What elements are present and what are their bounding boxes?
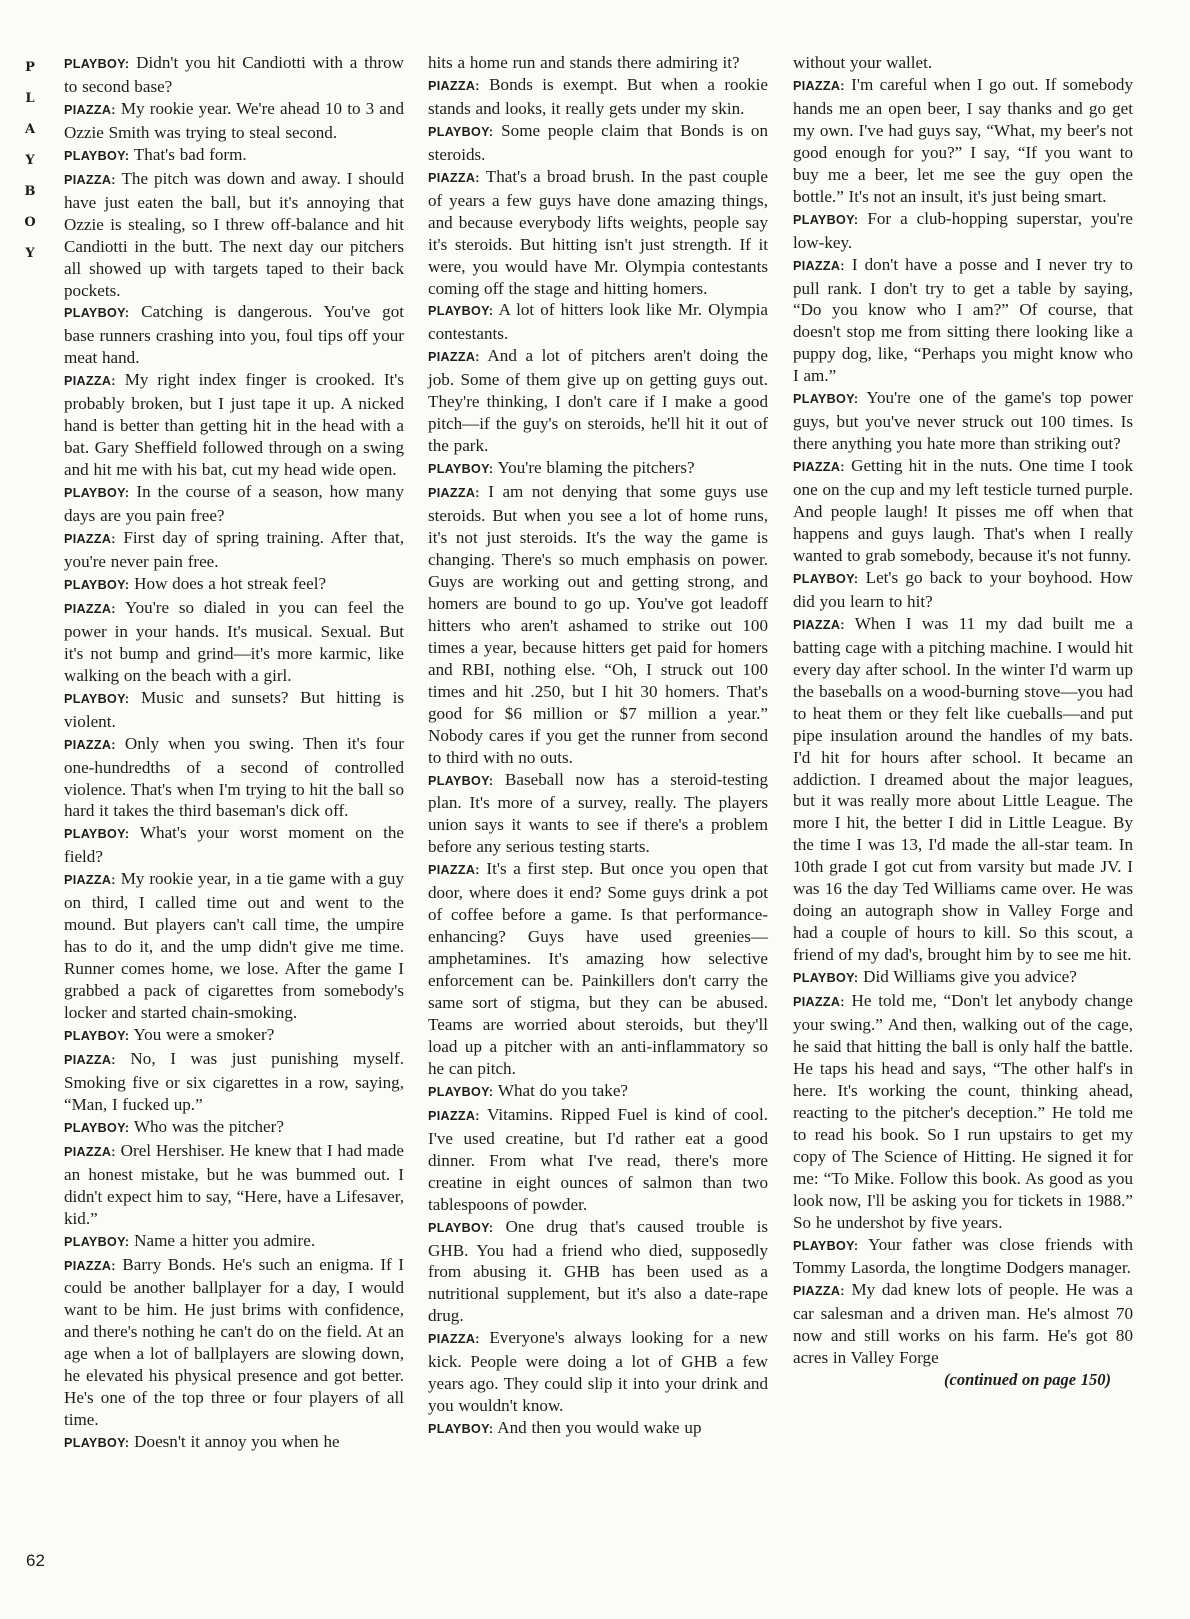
speaker-label: PIAZZA:	[428, 1332, 480, 1347]
speaker-label: PIAZZA:	[428, 863, 480, 878]
text-column-1	[64, 52, 404, 1455]
interview-paragraph	[428, 1327, 768, 1417]
interview-paragraph	[793, 1234, 1133, 1280]
side-title-letter: A	[24, 122, 36, 137]
paragraph-text: My dad knew lots of people. He was a car salesman and a driven man. He's almost 70 now and still works on his farm. He's got 80 acres in Valley Forge	[793, 1280, 1133, 1368]
interview-paragraph	[793, 567, 1133, 613]
speaker-label: PLAYBOY:	[64, 691, 130, 706]
interview-paragraph	[793, 990, 1133, 1233]
interview-paragraph	[428, 52, 768, 74]
speaker-label: PLAYBOY:	[64, 827, 130, 842]
speaker-label: PLAYBOY:	[428, 1084, 494, 1099]
paragraph-text: Music and sunsets? But hitting is violent.	[64, 687, 404, 731]
speaker-label: PLAYBOY:	[64, 306, 130, 321]
paragraph-text: Did Williams give you advice?	[863, 967, 1077, 987]
interview-paragraph	[428, 345, 768, 457]
continued-note: (continued on page 150)	[944, 1370, 1111, 1390]
interview-paragraph	[793, 74, 1133, 208]
paragraph-text: And a lot of pitchers aren't doing the job. Some of them give up on getting guys out. They're thinking, I don't care if I make a good pitch—if the guy's on steroids, he'll hit it out of the park.	[428, 346, 768, 456]
speaker-label: PLAYBOY:	[428, 304, 494, 319]
interview-paragraph	[793, 208, 1133, 254]
paragraph-text: Vitamins. Ripped Fuel is kind of cool. I've used creatine, but I'd rather eat a good dinner. From what I've read, there's more creatine in eight ounces of salmon than two tablespoons of powder.	[428, 1104, 768, 1214]
paragraph-text: You're so dialed in you can feel the power in your hands. It's musical. Sexual. But it's not bump and grind—it's more karmic, like walking on the beach with a girl.	[64, 597, 405, 685]
speaker-label: PLAYBOY:	[793, 571, 859, 586]
paragraph-text: Doesn't it annoy you when he	[134, 1432, 340, 1452]
speaker-label: PIAZZA:	[428, 1108, 480, 1123]
paragraph-text: When I was 11 my dad built me a batting cage with a pitching machine. I would hit every day after school. In the winter I'd warm up the baseballs on a wood-burning stove—you had to heat them or they felt like cueballs—and put pipe insulation around the handles of my bats. I'd hit for hours after school. It became an addiction. I dreamed about the major leagues, but it was really more about Little League. The more I hit, the better I did in Little League. By the time I was 13, I'd made the all-star team. In 10th grade I got cut from varsity but made JV. I was 16 the day Ted Williams came over. He was doing an autograph show in Valley Forge and had a couple of hours to kill. So this scout, a friend of my dad's, brought him by to see me hit.	[793, 613, 1133, 965]
interview-paragraph	[428, 457, 768, 481]
interview-paragraph	[64, 1140, 404, 1230]
paragraph-text: That's bad form.	[133, 144, 247, 164]
interview-paragraph	[64, 369, 404, 481]
paragraph-text: I am not denying that some guys use steroids. But when you see a lot of home runs, it's not just steroids. It's the way the game is changing. There's so much emphasis on power. Guys are working out and getting strong, and homers are bound to go up. You've got leadoff hitters who aren't ashamed to strike out 100 times a year, because hitters get paid for homers and RBI, nothing else. “Oh, I struck out 100 times and hit .250, but I hit 30 homers. That's good for $6 million or $7 million a year.” Nobody cares if you get the runner from second to third with no outs.	[428, 482, 768, 767]
speaker-label: PLAYBOY:	[64, 57, 130, 71]
speaker-label: PLAYBOY:	[428, 1422, 494, 1437]
paragraph-text: Orel Hershiser. He knew that I had made an honest mistake, but he was bummed out. I didn't expect him to say, “Here, have a Lifesaver, kid.”	[64, 1140, 404, 1228]
speaker-label: PIAZZA:	[64, 374, 116, 389]
speaker-label: PLAYBOY:	[793, 1238, 859, 1253]
interview-paragraph	[793, 455, 1133, 567]
speaker-label: PLAYBOY:	[64, 1028, 130, 1043]
speaker-label: PIAZZA:	[428, 170, 480, 185]
speaker-label: PLAYBOY:	[793, 392, 859, 407]
interview-paragraph	[64, 481, 404, 527]
interview-paragraph	[793, 387, 1133, 455]
paragraph-text: You were a smoker?	[133, 1024, 275, 1044]
interview-paragraph	[428, 74, 768, 120]
speaker-label: PLAYBOY:	[428, 462, 494, 477]
interview-paragraph	[793, 254, 1133, 388]
interview-paragraph	[428, 769, 768, 859]
text-column-3	[793, 52, 1133, 1391]
speaker-label: PLAYBOY:	[428, 124, 494, 139]
paragraph-text: Baseball now has a steroid-testing plan. It's more of a survey, really. The players union says it wants to see if there's a problem before any serious testing starts.	[428, 769, 769, 857]
paragraph-text: Who was the pitcher?	[133, 1116, 284, 1136]
paragraph-text: Name a hitter you admire.	[134, 1230, 316, 1250]
speaker-label: PIAZZA:	[428, 350, 480, 365]
paragraph-text: Your father was close friends with Tommy Lasorda, the longtime Dodgers manager.	[793, 1234, 1133, 1278]
paragraph-text: And then you would wake up	[497, 1418, 702, 1438]
paragraph-text: Only when you swing. Then it's four one-hundredths of a second of controlled violence. That's when I'm trying to hit the ball so hard it takes the third baseman's dick off.	[64, 733, 404, 821]
paragraph-text: Catching is dangerous. You've got base runners crashing into you, foul tips off your meat hand.	[64, 302, 404, 368]
paragraph-text: In the course of a season, how many days are you pain free?	[64, 482, 404, 526]
interview-paragraph	[64, 527, 404, 573]
speaker-label: PIAZZA:	[64, 102, 116, 117]
magazine-side-title	[22, 52, 38, 269]
interview-paragraph	[64, 301, 404, 369]
interview-paragraph	[793, 966, 1133, 990]
paragraph-text: That's a broad brush. In the past couple of years a few guys have done amazing things, and because everybody lifts weights, people say it's steroids. But hitting isn't just strength. If it were, you would have Mr. Olympia contestants coming off the stage and hitting homers.	[428, 166, 768, 298]
interview-paragraph	[428, 481, 768, 768]
paragraph-text: No, I was just punishing myself. Smoking five or six cigarettes in a row, saying, “Man, I fucked up.”	[64, 1048, 404, 1114]
paragraph-text: What do you take?	[497, 1080, 628, 1100]
interview-paragraph	[64, 868, 404, 1024]
text-column-2	[428, 52, 768, 1441]
interview-paragraph	[64, 1116, 404, 1140]
speaker-label: PLAYBOY:	[793, 971, 859, 986]
interview-paragraph	[428, 166, 768, 300]
paragraph-text: The pitch was down and away. I should have just eaten the ball, but it's annoying that Ozzie is stealing, so I threw off-balance and hit Candiotti in the butt. The next day our pitchers all showed up with targets taped to their back pockets.	[64, 168, 404, 300]
speaker-label: PIAZZA:	[64, 532, 116, 547]
interview-paragraph	[64, 1048, 404, 1116]
speaker-label: PLAYBOY:	[64, 148, 130, 163]
speaker-label: PIAZZA:	[64, 873, 116, 888]
page-number: 62	[26, 1551, 45, 1570]
paragraph-text: How does a hot streak feel?	[134, 573, 327, 593]
speaker-label: PLAYBOY:	[793, 212, 859, 227]
speaker-label: PIAZZA:	[64, 1052, 116, 1067]
speaker-label: PIAZZA:	[64, 737, 116, 752]
interview-paragraph	[64, 597, 404, 687]
side-title-letter: Y	[25, 246, 35, 261]
interview-paragraph	[64, 98, 404, 144]
speaker-label: PIAZZA:	[428, 486, 480, 501]
side-title-letter: P	[25, 60, 35, 75]
paragraph-text: You're blaming the pitchers?	[497, 458, 695, 478]
paragraph-text: He told me, “Don't let anybody change your swing.” And then, walking out of the cage, he said that hitting the ball is only half the battle. He taps his head and says, “The other half's in here. It's working the count, thinking ahead, reacting to the pitcher's deception.” He told me to read his book. So I run upstairs to get my copy of The Science of Hitting. He signed it for me: “To Mike. Follow this book. As good as you look now, I'll be asking you for tickets in 1988.” So he undershot by five years.	[793, 991, 1133, 1232]
speaker-label: PLAYBOY:	[64, 1120, 130, 1135]
interview-paragraph	[428, 1216, 768, 1328]
speaker-label: PLAYBOY:	[64, 577, 130, 592]
paragraph-text: One drug that's caused trouble is GHB. You had a friend who died, supposedly from abusing it. GHB has been used as a nutritional supplement, but it's also a date-rape drug.	[428, 1216, 768, 1326]
interview-paragraph	[428, 1104, 768, 1216]
speaker-label: PIAZZA:	[793, 617, 845, 632]
interview-paragraph	[428, 1417, 768, 1441]
speaker-label: PIAZZA:	[793, 258, 845, 273]
speaker-label: PLAYBOY:	[64, 486, 130, 501]
paragraph-text: What's your worst moment on the field?	[64, 823, 404, 867]
paragraph-text: hits a home run and stands there admiring it?	[428, 53, 740, 72]
paragraph-text: Barry Bonds. He's such an enigma. If I could be another ballplayer for a day, I would want to be him. He just brims with confidence, and there's nothing he can't do on the field. At an age when a lot of ballplayers are slowing down, he elevated his physical presence and got better. He's one of the top three or four players of all time.	[64, 1254, 404, 1430]
side-title-letter: Y	[25, 153, 35, 168]
speaker-label: PIAZZA:	[64, 601, 116, 616]
speaker-label: PLAYBOY:	[428, 1220, 494, 1235]
speaker-label: PIAZZA:	[64, 1144, 116, 1159]
interview-paragraph	[428, 299, 768, 345]
interview-paragraph	[64, 573, 404, 597]
paragraph-text: without your wallet.	[793, 53, 933, 72]
paragraph-text: I'm careful when I go out. If somebody hands me an open beer, I say thanks and go get my own. I've had guys say, “What, my beer's not good enough for you?” I say, “If you want to buy me a beer, let me see the guy open the bottle.” It's not an insult, it's just being smart.	[793, 74, 1133, 206]
paragraph-text: Let's go back to your boyhood. How did you learn to hit?	[793, 567, 1134, 611]
speaker-label: PIAZZA:	[793, 1284, 845, 1299]
interview-paragraph	[428, 858, 768, 1080]
paragraph-text: Some people claim that Bonds is on steroids.	[428, 120, 768, 164]
paragraph-text: First day of spring training. After that, you're never pain free.	[64, 528, 404, 571]
speaker-label: PLAYBOY:	[64, 1436, 130, 1451]
interview-paragraph	[428, 1080, 768, 1104]
paragraph-text: Getting hit in the nuts. One time I took one on the cup and my left testicle turned purple. And people laugh! It pisses me off when that happens and guys laugh. That's when I really wanted to grab somebody, because it's not funny.	[793, 456, 1133, 565]
paragraph-text: My right index finger is crooked. It's probably broken, but I just tape it up. A nicked hand is better than getting hit in the head with a bat. Gary Sheffield followed through on a swing and hit me with his bat, cut my head wide open.	[64, 370, 404, 480]
interview-paragraph	[64, 822, 404, 868]
interview-paragraph	[64, 168, 404, 302]
paragraph-text: Bonds is exempt. But when a rookie stands and looks, it really gets under my skin.	[428, 74, 768, 118]
paragraph-text: Didn't you hit Candiotti with a throw to second base?	[64, 53, 404, 96]
speaker-label: PIAZZA:	[64, 172, 116, 187]
speaker-label: PLAYBOY:	[428, 773, 494, 788]
interview-paragraph	[793, 1279, 1133, 1369]
interview-paragraph	[64, 144, 404, 168]
interview-paragraph	[64, 733, 404, 823]
speaker-label: PIAZZA:	[428, 78, 480, 93]
interview-paragraph	[64, 687, 404, 733]
side-title-letter: L	[25, 91, 35, 106]
side-title-letter: B	[24, 184, 36, 199]
side-title-letter: O	[24, 215, 36, 230]
paragraph-text: For a club-hopping superstar, you're low-key.	[793, 208, 1133, 252]
speaker-label: PIAZZA:	[793, 995, 845, 1010]
interview-paragraph	[64, 52, 404, 98]
speaker-label: PIAZZA:	[64, 1258, 116, 1273]
interview-paragraph	[793, 52, 1133, 74]
interview-paragraph	[64, 1431, 404, 1455]
speaker-label: PLAYBOY:	[64, 1234, 130, 1249]
paragraph-text: Everyone's always looking for a new kick. People were doing a lot of GHB a few years ago. They could slip it into your drink and you wouldn't know.	[428, 1328, 768, 1416]
paragraph-text: You're one of the game's top power guys, but you've never struck out 100 times. Is there anything you hate more than striking out?	[793, 388, 1134, 454]
interview-paragraph	[64, 1230, 404, 1254]
interview-paragraph	[64, 1254, 404, 1432]
paragraph-text: My rookie year. We're ahead 10 to 3 and Ozzie Smith was trying to steal second.	[64, 98, 404, 142]
paragraph-text: I don't have a posse and I never try to pull rank. I don't try to get a table by saying, “Do you know who I am?” Of course, that doesn't stop me from sitting there looking like a puppy dog, like, “Perhaps you might know who I am.”	[793, 254, 1133, 386]
paragraph-text: It's a first step. But once you open that door, where does it end? Some guys drink a pot of coffee before a game. Is that performance-enhancing? Guys have used greenies—amphetamines. It's amazing how selective enforcement can be. Painkillers don't carry the same sort of stigma, but they can be abused. Teams are worried about steroids, but they'll load up a pitcher with an anti-inflammatory so he can pitch.	[428, 859, 768, 1078]
paragraph-text: My rookie year, in a tie game with a guy on third, I called time out and went to the mound. But players can't call time, the umpire has to do it, and the ump didn't give me time. Runner comes home, we lose. After the game I grabbed a pack of cigarettes from somebody's locker and started chain-smoking.	[64, 869, 404, 1023]
speaker-label: PIAZZA:	[793, 460, 845, 475]
interview-paragraph	[64, 1024, 404, 1048]
interview-paragraph	[793, 613, 1133, 966]
interview-paragraph	[428, 120, 768, 166]
speaker-label: PIAZZA:	[793, 78, 845, 93]
paragraph-text: A lot of hitters look like Mr. Olympia contestants.	[428, 300, 768, 344]
